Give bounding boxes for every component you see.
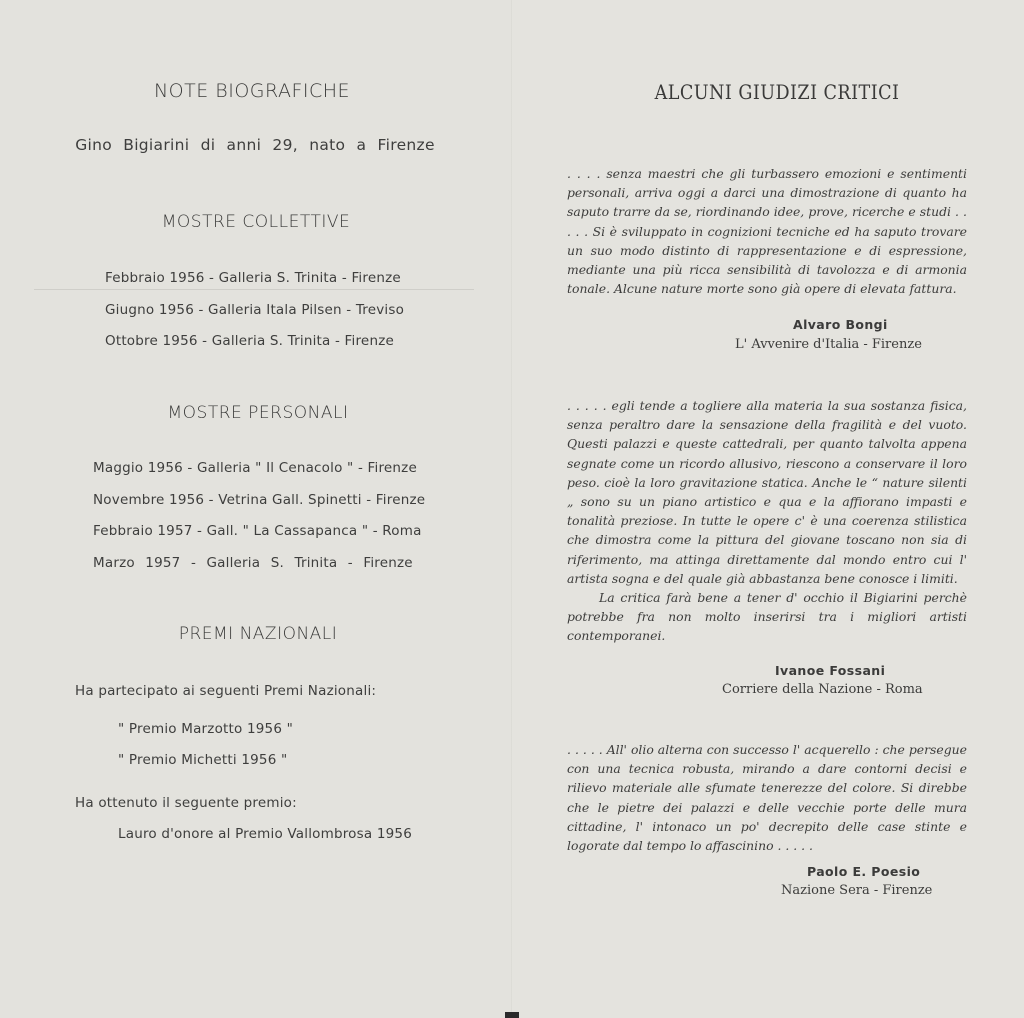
collective-exhibitions-heading: MOSTRE COLLETTIVE — [161, 212, 351, 232]
won-award: Lauro d'onore al Premio Vallombrosa 1956 — [118, 826, 412, 842]
biography-intro: Gino Bigiarini di anni 29, nato a Firenze — [75, 136, 435, 154]
participated-label: Ha partecipato ai seguenti Premi Nazionali: — [75, 683, 377, 699]
review-paragraph: La critica farà bene a tener d' occhio il Bigiarini perchè potrebbe fra non molto inserirsi tra i migliori artisti contemporanei. — [567, 590, 967, 644]
review-source: L' Avvenire d'Italia - Firenze — [735, 337, 922, 352]
critical-reviews-title: ALCUNI GIUDIZI CRITICI — [654, 80, 900, 104]
national-awards-heading: PREMI NAZIONALI — [178, 624, 338, 644]
review-paragraph: . . . . senza maestri che gli turbassero emozioni e sentimenti personali, arriva oggi a darci una dimostrazione di quanto ha saputo trarre da se, riordinando idee, prove, ricerche e studi . . . . . Si è sviluppato in cognizioni tecniche ed ha saputo trovare un suo modo distinto di rappresentazione e di espressione, mediante una più ricca sensibilità di tavolozza e di armonia tonale. Alcune nature morte sono già opere di elevata fattura. — [567, 166, 967, 297]
review-author: Ivanoe Fossani — [775, 663, 886, 678]
personal-item: Maggio 1956 - Galleria " Il Cenacolo " - Firenze — [93, 460, 417, 476]
personal-item: Febbraio 1957 - Gall. " La Cassapanca " - Roma — [93, 523, 422, 539]
participated-award: " Premio Michetti 1956 " — [118, 752, 288, 768]
fold-shadow — [505, 1012, 519, 1018]
biography-title: NOTE BIOGRAFICHE — [153, 80, 351, 102]
page-fold — [511, 0, 513, 1018]
collective-item: Febbraio 1956 - Galleria S. Trinita - Firenze — [105, 270, 401, 286]
participated-award: " Premio Marzotto 1956 " — [118, 721, 294, 737]
review-text — [567, 396, 967, 646]
review-source: Corriere della Nazione - Roma — [722, 682, 923, 697]
review-paragraph: . . . . . egli tende a togliere alla materia la sua sostanza fisica, senza peraltro dare la sensazione della fragilità e del vuoto. Questi palazzi e queste cattedrali, per quanto talvolta appena segnate come un ricordo allusivo, riescono a conservare il loro peso. cioè la loro gravitazione statica. Anche le “ nature silenti „ sono su un piano artistico e qua e la affiorano impasti e tonalità preziose. In tutte le opere c' è una coerenza stilistica che dimostra come la pittura del giovane toscano non sia di riferimento, ma attinga direttamente dal mondo entro cui l' artista sogna e del quale già abbastanza bene conosce i limiti. — [567, 398, 967, 586]
review-paragraph: . . . . . All' olio alterna con successo l' acquerello : che persegue con una tecnica robusta, mirando a dare contorni decisi e rilievo materiale alle sfumate tenerezze del colore. Si direbbe che le pietre dei palazzi e delle vecchie porte delle mura cittadine, l' intonaco un po' decrepito delle case stinte e logorate dal tempo lo affascinino . . . . . — [567, 742, 967, 854]
review-text — [567, 740, 967, 855]
review-author: Paolo E. Poesio — [807, 864, 921, 879]
personal-item: Novembre 1956 - Vetrina Gall. Spinetti - Firenze — [93, 492, 426, 508]
collective-item: Ottobre 1956 - Galleria S. Trinita - Firenze — [105, 333, 394, 349]
personal-item: Marzo 1957 - Galleria S. Trinita - Firenze — [93, 555, 413, 571]
review-text — [567, 164, 967, 298]
won-label: Ha ottenuto il seguente premio: — [75, 795, 297, 811]
personal-exhibitions-heading: MOSTRE PERSONALI — [167, 403, 349, 423]
paper-mark — [34, 289, 474, 290]
collective-item: Giugno 1956 - Galleria Itala Pilsen - Treviso — [105, 302, 405, 318]
review-author: Alvaro Bongi — [793, 317, 888, 332]
review-source: Nazione Sera - Firenze — [781, 883, 933, 898]
